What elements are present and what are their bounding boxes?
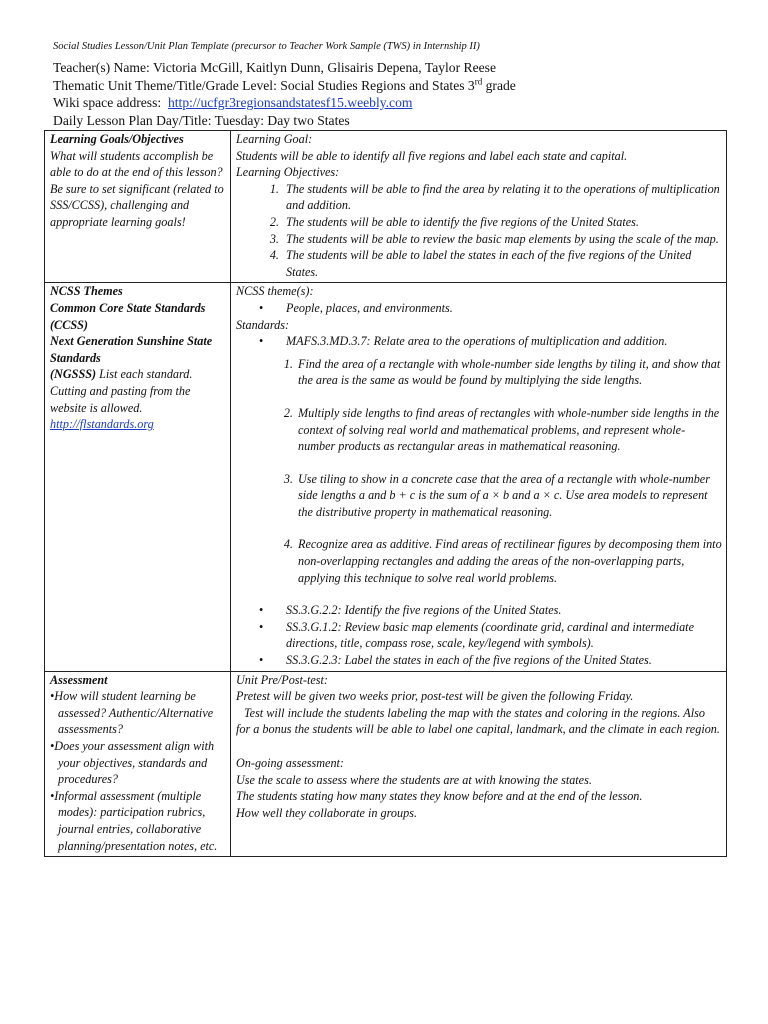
ongoing-text-3: How well they collaborate in groups. [236,805,417,820]
ss-standard-item: • SS.3.G.2.2: Identify the five regions of the United States. [280,602,722,619]
theme-value: Social Studies Regions and States 3 [280,77,475,93]
ngsss-abbrev: (NGSSS) [50,367,97,382]
ss-standard-item: • SS.3.G.1.2: Review basic map elements (coordinate grid, cardinal and intermediate directions, title, compass rose, scale, key/legend with symbols). [280,619,722,652]
theme-superscript: rd [474,75,483,86]
ss-standards-list [236,602,722,668]
ncss-themes-title: NCSS Themes [50,284,123,299]
mafs-item: 2. Multiply side lengths to find areas of rectangles with whole-number side lengths in the context of solving real world and mathematical problems, and represent whole-number products as rectangular areas in mathematical reasoning. [296,405,722,455]
standards-left-cell [45,283,231,671]
ongoing-label: On-going assessment: [236,756,344,770]
themes-list [236,300,722,317]
ccss-title: Common Core State Standards (CCSS) [50,300,206,332]
goals-row [45,131,727,283]
objectives-list [236,181,722,281]
mafs-item: 1. Find the area of a rectangle with whole-number side lengths by tiling it, and show that the area is the same as would be found by multiplying the side lengths. [296,356,722,389]
goal-label: Learning Goal: [236,132,313,146]
theme-line [53,77,727,95]
ss-standard-item: • SS.3.G.2.3: Label the states in each of the five regions of the United States. [280,652,722,669]
assessment-row [45,671,727,857]
wiki-link[interactable]: http://ucfgr3regionsandstatesf15.weebly.com [167,95,413,110]
daily-line [53,112,727,130]
theme-suffix: grade [482,77,516,93]
prepost-label: Unit Pre/Post-test: [236,672,328,687]
daily-label: Daily Lesson Plan Day/Title: [53,112,212,128]
spacer [236,738,722,755]
themes-label: NCSS theme(s): [236,284,314,299]
objective-item: 4. The students will be able to label the states in each of the five regions of the United States. [282,247,722,280]
template-title: Social Studies Lesson/Unit Plan Template (precursor to Teacher Work Sample (TWS) in Internship II) [53,41,480,52]
assessment-left-item: •How will student learning be assessed? Authentic/Alternative assessments? [50,689,214,737]
goal-text: Students will be able to identify all five regions and label each state and capital. [236,148,628,163]
assessment-title: Assessment [50,672,108,687]
ongoing-text-2: The students stating how many states they know before and at the end of the lesson. [236,789,643,804]
teachers-line [53,59,727,77]
standards-left-text: List each standard. Cutting and pasting from the website is allowed. [50,367,193,415]
goals-left-title: Learning Goals/Objectives [50,132,184,146]
teachers-value: Victoria McGill, Kaitlyn Dunn, Glisairis Depena, Taylor Reese [152,60,496,75]
prepost-text-2: Test will include the students labeling the map with the states and coloring in the regions. Also for a bonus the students will be able to label one capital, landmark, and the climate in each region. [236,705,720,737]
mafs-list [236,333,722,350]
objective-item: 2. The students will be able to identify the five regions of the United States. [282,214,722,231]
wiki-line [53,94,727,112]
assessment-right-cell [231,671,727,857]
wiki-label: Wiki space address: [53,95,162,110]
objective-item: 3. The students will be able to review the basic map elements by using the scale of the map. [282,231,722,248]
goals-right-cell [231,131,727,283]
goals-left-cell [45,131,231,283]
standards-row [45,283,727,671]
assessment-left-cell [45,671,231,857]
mafs-item: 3. Use tiling to show in a concrete case that the area of a rectangle with whole-number side lengths a and b + c is the sum of a × b and a × c. Use area models to represent the distributive property in mathematical reasoning. [296,471,722,521]
standards-label: Standards: [236,317,290,332]
objectives-label: Learning Objectives: [236,165,340,180]
flstandards-link[interactable]: http://flstandards.org [50,417,154,432]
theme-label: Thematic Unit Theme/Title/Grade Level: [53,77,277,93]
mafs-standard: • MAFS.3.MD.3.7: Relate area to the operations of multiplication and addition. [280,333,722,350]
daily-value: Tuesday: Day two States [214,112,350,128]
mafs-item: 4. Recognize area as additive. Find areas of rectilinear figures by decomposing them into non-overlapping rectangles and adding the areas of the non-overlapping parts, applying this technique to solve real world problems. [296,536,722,586]
lesson-plan-table [44,130,727,857]
assessment-left-item: •Informal assessment (multiple modes): participation rubrics, journal entries, collaborative planning/presentation notes, etc. [50,788,218,853]
standards-right-cell [231,283,727,671]
assessment-left-item: •Does your assessment align with your objectives, standards and procedures? [50,739,215,787]
ngsss-line [50,366,226,416]
mafs-items-list [236,356,722,587]
teachers-label: Teacher(s) Name: [53,60,150,75]
theme-item: • People, places, and environments. [280,300,722,317]
prepost-text-1: Pretest will be given two weeks prior, post-test will be given the following Friday. [236,689,634,704]
ngsss-title: Next Generation Sunshine State Standards [50,334,213,365]
lesson-plan-page [44,40,727,857]
objective-item: 1. The students will be able to find the area by relating it to the operations of multiplication and addition. [282,181,722,214]
ongoing-text-1: Use the scale to assess where the students are at with knowing the states. [236,772,592,787]
goals-left-text: What will students accomplish be able to do at the end of this lesson? Be sure to set significant (related to SSS/CCSS), challenging and appropriate learning goals! [50,148,224,229]
